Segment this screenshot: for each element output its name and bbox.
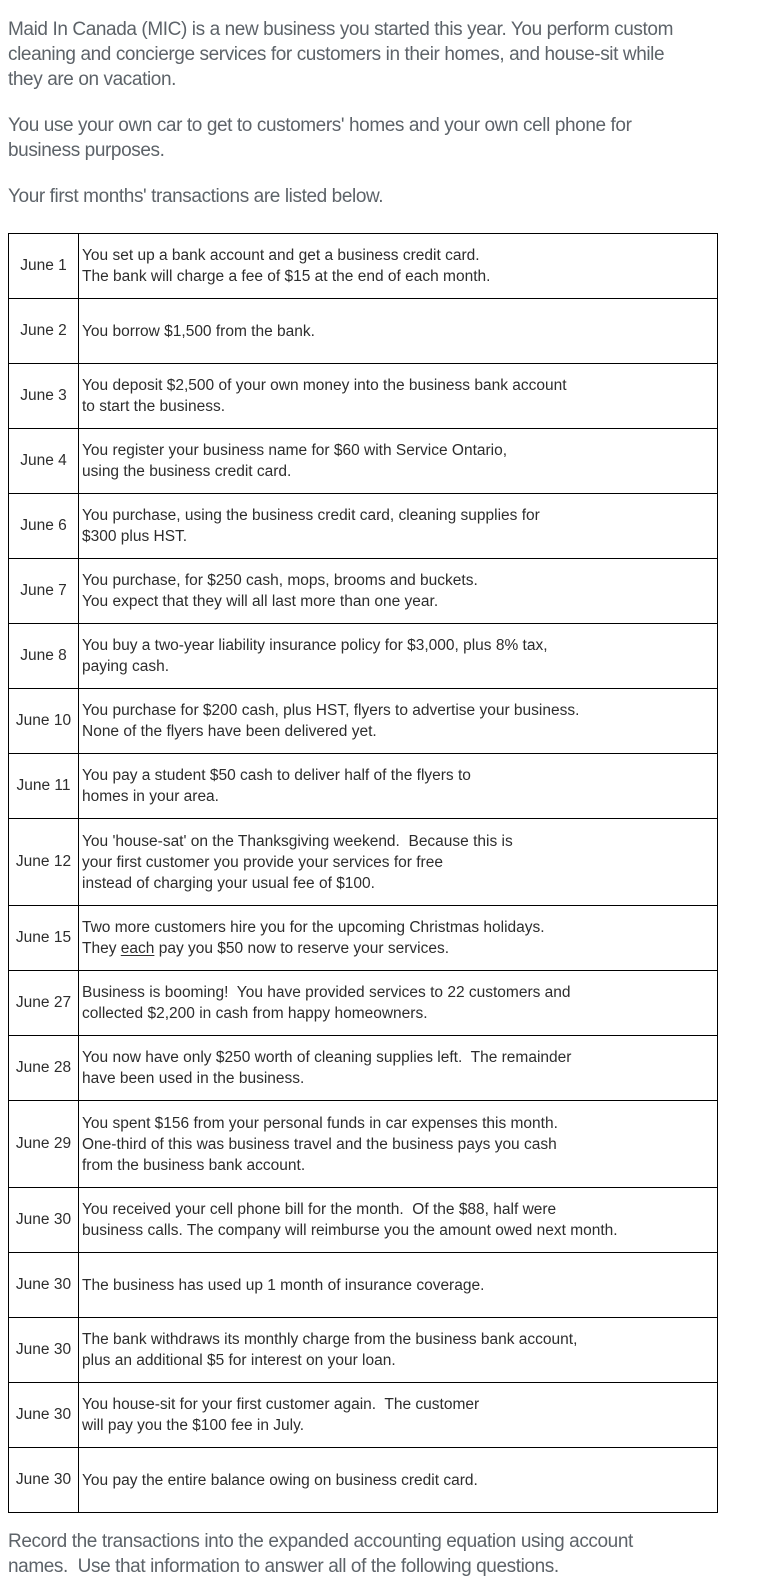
transactions-table <box>8 233 718 1513</box>
text-line: You borrow $1,500 from the bank. <box>82 322 315 340</box>
table-row <box>9 971 718 1036</box>
table-row <box>9 1036 718 1101</box>
table-row <box>9 299 718 364</box>
date-cell: June 11 <box>9 754 79 819</box>
table-row <box>9 689 718 754</box>
table-row <box>9 1188 718 1253</box>
table-row <box>9 624 718 689</box>
text-line: You purchase for $200 cash, plus HST, flyers to advertise your business. <box>82 702 580 719</box>
table-row <box>9 819 718 906</box>
text-line: collected $2,200 in cash from happy homeowners. <box>82 1005 428 1022</box>
text-line: Maid In Canada (MIC) is a new business you started this year. You perform custom <box>8 19 673 40</box>
intro-paragraph-transactions <box>8 184 780 209</box>
text-line: your first customer you provide your services for free <box>82 853 443 871</box>
text-line: names. Use that information to answer all of the following questions. <box>8 1556 559 1577</box>
description-cell <box>79 1383 718 1448</box>
table-row <box>9 1101 718 1188</box>
text-line: The bank withdraws its monthly charge from the business bank account, <box>82 1331 578 1348</box>
text-line: cleaning and concierge services for customers in their homes, and house-sit while <box>8 44 665 65</box>
text-line: Business is booming! You have provided services to 22 customers and <box>82 984 571 1001</box>
date-cell: June 12 <box>9 819 79 906</box>
description-cell <box>79 1253 718 1318</box>
text-line: Two more customers hire you for the upcoming Christmas holidays. <box>82 919 545 936</box>
text-line: instead of charging your usual fee of $100. <box>82 874 375 892</box>
text-line: will pay you the $100 fee in July. <box>82 1417 305 1434</box>
text-line: You pay a student $50 cash to deliver half of the flyers to <box>82 767 471 784</box>
table-row <box>9 559 718 624</box>
text-line: using the business credit card. <box>82 463 292 480</box>
text-line: You now have only $250 worth of cleaning supplies left. The remainder <box>82 1049 572 1066</box>
description-cell <box>79 1101 718 1188</box>
date-cell: June 30 <box>9 1448 79 1513</box>
text-line: You purchase, using the business credit card, cleaning supplies for <box>82 507 540 524</box>
text-line: You buy a two-year liability insurance policy for $3,000, plus 8% tax, <box>82 637 548 654</box>
table-row <box>9 1253 718 1318</box>
date-cell: June 3 <box>9 364 79 429</box>
text-line: homes in your area. <box>82 788 219 805</box>
table-row <box>9 234 718 299</box>
text-line: $300 plus HST. <box>82 528 188 545</box>
text-line: You expect that they will all last more than one year. <box>82 593 439 610</box>
description-cell <box>79 299 718 364</box>
date-cell: June 15 <box>9 906 79 971</box>
date-cell: June 8 <box>9 624 79 689</box>
text-line: business purposes. <box>8 140 165 161</box>
text-line: You deposit $2,500 of your own money into the business bank account <box>82 377 567 394</box>
description-cell <box>79 1036 718 1101</box>
date-cell: June 4 <box>9 429 79 494</box>
description-cell <box>79 971 718 1036</box>
transactions-table-body <box>9 234 718 1513</box>
table-row <box>9 1383 718 1448</box>
text-line: Record the transactions into the expanded accounting equation using account <box>8 1531 633 1552</box>
text-line: You set up a bank account and get a business credit card. <box>82 247 480 264</box>
table-row <box>9 494 718 559</box>
text-line: they are on vacation. <box>8 69 176 90</box>
date-cell: June 10 <box>9 689 79 754</box>
date-cell: June 30 <box>9 1383 79 1448</box>
text-line: You 'house-sat' on the Thanksgiving weekend. Because this is <box>82 832 513 850</box>
intro-paragraph-business <box>8 17 780 92</box>
description-cell <box>79 819 718 906</box>
text-line: The bank will charge a fee of $15 at the end of each month. <box>82 268 491 285</box>
text-line: They each pay you $50 now to reserve your services. <box>82 940 450 957</box>
text-line: to start the business. <box>82 398 226 415</box>
text-line: plus an additional $5 for interest on your loan. <box>82 1352 396 1369</box>
description-cell <box>79 1318 718 1383</box>
text-line: You house-sit for your first customer again. The customer <box>82 1396 480 1413</box>
text-line: You register your business name for $60 with Service Ontario, <box>82 442 508 459</box>
date-cell: June 30 <box>9 1188 79 1253</box>
table-row <box>9 1448 718 1513</box>
date-cell: June 7 <box>9 559 79 624</box>
date-cell: June 30 <box>9 1253 79 1318</box>
intro-section <box>8 17 780 209</box>
date-cell: June 27 <box>9 971 79 1036</box>
text-line: None of the flyers have been delivered yet. <box>82 723 377 740</box>
text-line: have been used in the business. <box>82 1070 305 1087</box>
description-cell <box>79 689 718 754</box>
description-cell <box>79 624 718 689</box>
description-cell <box>79 364 718 429</box>
text-line: business calls. The company will reimburse you the amount owed next month. <box>82 1222 618 1239</box>
text-line: One-third of this was business travel and the business pays you cash <box>82 1135 557 1153</box>
date-cell: June 2 <box>9 299 79 364</box>
text-line: Your first months' transactions are listed below. <box>8 186 384 207</box>
date-cell: June 30 <box>9 1318 79 1383</box>
text-line: You purchase, for $250 cash, mops, brooms and buckets. <box>82 572 478 589</box>
text-line: You pay the entire balance owing on business credit card. <box>82 1471 478 1489</box>
date-cell: June 29 <box>9 1101 79 1188</box>
date-cell: June 1 <box>9 234 79 299</box>
text-line: You use your own car to get to customers' homes and your own cell phone for <box>8 115 632 136</box>
description-cell <box>79 754 718 819</box>
intro-paragraph-car-phone <box>8 113 780 163</box>
table-row <box>9 364 718 429</box>
description-cell <box>79 1188 718 1253</box>
table-row <box>9 754 718 819</box>
description-cell <box>79 429 718 494</box>
text-line: from the business bank account. <box>82 1156 306 1174</box>
text-line: You received your cell phone bill for the month. Of the $88, half were <box>82 1201 557 1218</box>
table-row <box>9 429 718 494</box>
description-cell <box>79 494 718 559</box>
date-cell: June 6 <box>9 494 79 559</box>
description-cell <box>79 559 718 624</box>
text-line: The business has used up 1 month of insurance coverage. <box>82 1276 485 1294</box>
text-line: paying cash. <box>82 658 170 675</box>
description-cell <box>79 234 718 299</box>
date-cell: June 28 <box>9 1036 79 1101</box>
instructions-text <box>8 1529 780 1579</box>
table-row <box>9 1318 718 1383</box>
description-cell <box>79 1448 718 1513</box>
table-row <box>9 906 718 971</box>
text-line: You spent $156 from your personal funds in car expenses this month. <box>82 1114 558 1132</box>
description-cell <box>79 906 718 971</box>
